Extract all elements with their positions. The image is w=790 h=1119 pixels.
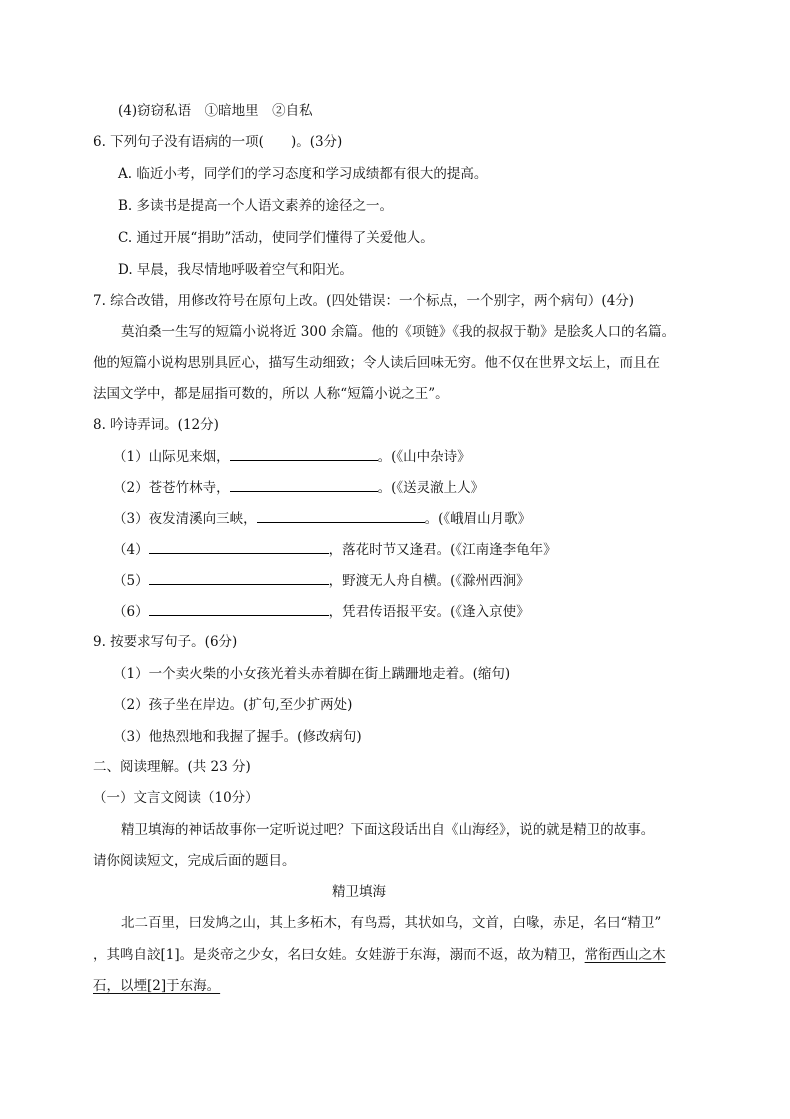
- q8-item-6: （6） ，凭君传语报平安。(《逢入京使》: [113, 601, 530, 622]
- subsection-1-heading: （一）文言文阅读（10分）: [93, 790, 259, 806]
- answer-blank[interactable]: [149, 601, 329, 616]
- q6-option-b: B. 多读书是提高一个人语文素养的途径之一。: [118, 198, 394, 214]
- answer-blank[interactable]: [149, 539, 329, 554]
- q8-item-1: （1）山际见来烟， 。(《山中杂诗》: [113, 446, 471, 467]
- q9-item-2: （2）孩子坐在岸边。(扩句,至少扩两处): [113, 697, 353, 713]
- q9-stem: 9. 按要求写句子。(6分): [93, 634, 238, 650]
- q8-item-4: （4） ，落花时节又逢君。(《江南逢李龟年》: [113, 539, 557, 560]
- answer-blank[interactable]: [230, 446, 378, 461]
- q8-item-5: （5） ，野渡无人舟自横。(《滁州西涧》: [113, 570, 530, 591]
- answer-blank[interactable]: [149, 570, 329, 585]
- q9-item-1: （1）一个卖火柴的小女孩光着头赤着脚在街上蹒跚地走着。(缩句): [113, 666, 511, 682]
- q7-line-3: 法国文学中，都是屈指可数的，所以 人称“短篇小说之王”。: [93, 386, 449, 402]
- q7-stem: 7. 综合改错，用修改符号在原句上改。(四处错误：一个标点，一个别字，两个病句）(4分): [93, 293, 635, 309]
- passage-title: 精卫填海: [332, 884, 386, 900]
- q6-option-c: C. 通过开展“捐助”活动，使同学们懂得了关爱他人。: [118, 230, 434, 246]
- underlined-text: 常衔西山之木: [584, 947, 666, 963]
- q6-option-a: A. 临近小考，同学们的学习态度和学习成绩都有很大的提高。: [118, 166, 488, 182]
- passage-line-3: [93, 976, 220, 996]
- q5-option-tail: (4)窃窃私语 ①暗地里 ②自私: [118, 103, 313, 119]
- underlined-text: 石，以堙[2]于东海。: [93, 978, 221, 994]
- q7-line-1: 莫泊桑一生写的短篇小说将近 300 余篇。他的《项链》《我的叔叔于勒》是脍炙人口的名篇。: [121, 324, 676, 340]
- answer-blank[interactable]: [230, 477, 378, 492]
- q8-stem: 8. 吟诗弄词。(12分): [93, 417, 219, 433]
- passage-line-2: ，其鸣自詨[1]。是炎帝之少女，名曰女娃。女娃游于东海，溺而不返，故为精卫，常衔西山之木: [93, 947, 666, 963]
- intro-line-2: 请你阅读短文，完成后面的题目。: [93, 853, 296, 869]
- q6-stem: 6. 下列句子没有语病的一项( )。(3分): [93, 134, 343, 150]
- q6-option-d: D. 早晨，我尽情地呼吸着空气和阳光。: [118, 262, 353, 278]
- q9-item-3: （3）他热烈地和我握了握手。(修改病句): [113, 729, 362, 745]
- q8-item-2: （2）苍苍竹林寺， 。(《送灵澈上人》: [113, 477, 484, 498]
- section-2-heading: 二、阅读理解。(共 23 分): [93, 759, 251, 775]
- q7-line-2: 他的短篇小说构思别具匠心，描写生动细致；令人读后回味无穷。他不仅在世界文坛上，而且在: [93, 355, 660, 371]
- passage-line-1: 北二百里，曰发鸠之山，其上多柘木，有鸟焉，其状如乌，文首，白喙，赤足，名曰“精卫”: [121, 915, 662, 931]
- intro-line-1: 精卫填海的神话故事你一定听说过吧？下面这段话出自《山海经》，说的就是精卫的故事。: [121, 822, 655, 838]
- answer-blank[interactable]: [257, 508, 425, 523]
- q8-item-3: （3）夜发清溪向三峡， 。(《峨眉山月歌》: [113, 508, 531, 529]
